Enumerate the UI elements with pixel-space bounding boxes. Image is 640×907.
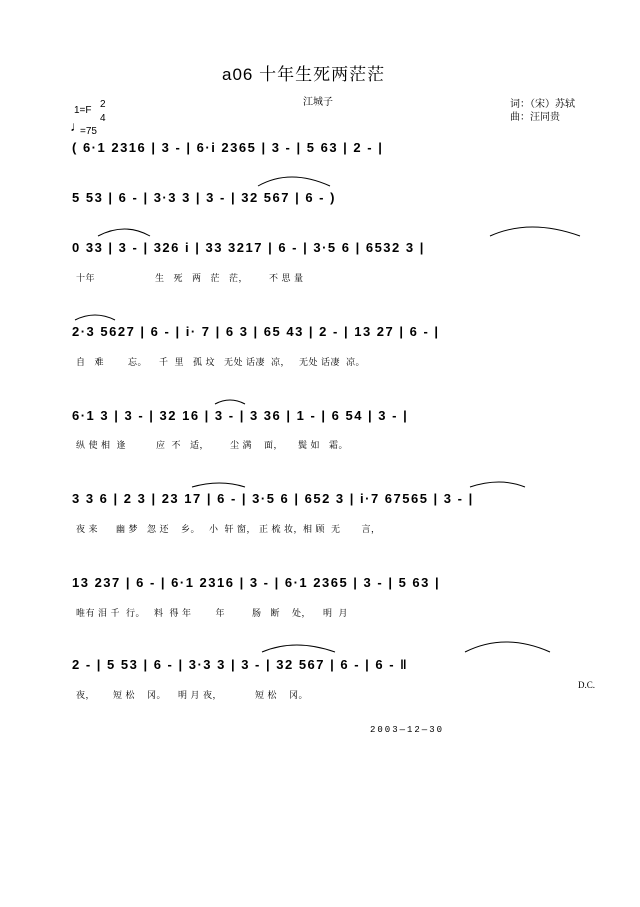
cipai-label: 江城子 (303, 97, 333, 108)
lyric-line-5: 纵 使 相 逢 应 不 适， 尘 满 面， 鬓 如 霜。 (76, 440, 349, 450)
slur-arc (465, 642, 550, 652)
slur-arc (192, 483, 245, 487)
slur-arc (75, 315, 115, 320)
notation-line-7: 13 237 | 6 - | 6·1 2316 | 3 - | 6·1 2365 | 3 - | 5 63 | (72, 575, 441, 590)
lyric-line-3: 十年 生 死 两 茫 茫， 不 思 量 (76, 273, 304, 283)
lyric-line-7: 唯有 泪 千 行。 料 得 年 年 肠 断 处， 明 月 (76, 608, 349, 618)
slur-arc (262, 645, 335, 652)
notation-line-2: 5 53 | 6 - | 3·3 3 | 3 - | 32 567 | 6 - ) (72, 190, 336, 205)
song-title: a06 十年生死两茫茫 (222, 65, 386, 84)
lyric-line-6: 夜 来 幽 梦 忽 还 乡。 小 轩 窗， 正 梳 妆，相 顾 无 言， (76, 524, 381, 534)
composer-credit: 曲：汪同贵 (510, 112, 560, 123)
slur-arc (258, 177, 330, 186)
lyric-line-4: 自 难 忘。 千 里 孤 坟 无处 话凄 凉， 无处 话凄 凉。 (76, 357, 366, 367)
slur-arc (470, 482, 525, 487)
key-signature: 1=F (74, 105, 92, 116)
tempo-marking: =75 (80, 126, 97, 137)
lyricist-credit: 词：（宋）苏轼 (510, 99, 575, 110)
time-signature-top: 2 (100, 99, 106, 110)
slur-arc (215, 400, 245, 404)
notation-line-8: 2 - | 5 53 | 6 - | 3·3 3 | 3 - | 32 567 | 6 - | 6 - ‖ (72, 657, 409, 672)
lyric-line-8: 夜， 短 松 冈。 明 月 夜， 短 松 冈。 (76, 690, 309, 700)
time-signature-bottom: 4 (100, 113, 106, 124)
notation-line-3: 0 33 | 3 - | 326 i | 33 3217 | 6 - | 3·5 6 | 6532 3 | (72, 240, 425, 255)
notation-line-5: 6·1 3 | 3 - | 32 16 | 3 - | 3 36 | 1 - | 6 54 | 3 - | (72, 408, 409, 423)
slur-arc (98, 229, 150, 236)
da-capo-mark: D.C. (578, 680, 596, 690)
notation-line-6: 3 3 6 | 2 3 | 23 17 | 6 - | 3·5 6 | 652 3 | i·7 67565 | 3 - | (72, 491, 474, 506)
notation-line-4: 2·3 5627 | 6 - | i· 7 | 6 3 | 65 43 | 2 - | 13 27 | 6 - | (72, 324, 440, 339)
notation-line-1: ( 6·1 2316 | 3 - | 6·i 2365 | 3 - | 5 63 | 2 - | (72, 140, 384, 155)
composition-date: 2003—12—30 (370, 725, 445, 735)
slur-arc (490, 227, 580, 236)
quarter-note-icon: ♩ (70, 118, 84, 134)
